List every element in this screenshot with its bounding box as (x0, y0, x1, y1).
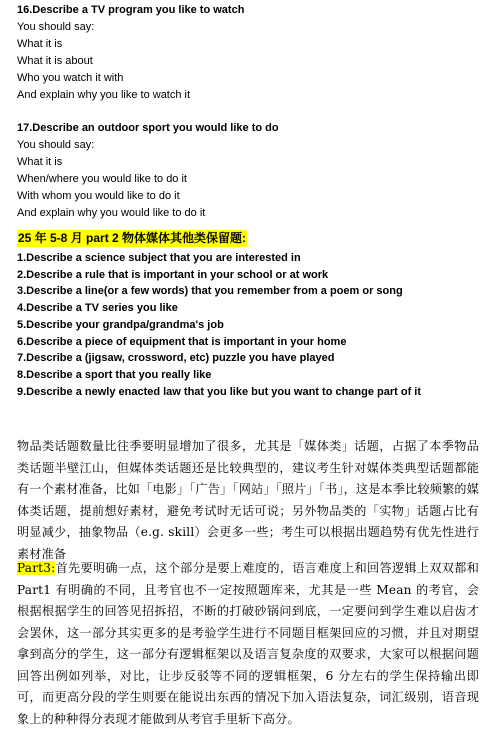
list-item: 8.Describe a sport that you really like (17, 368, 212, 381)
question-17-line: When/where you would like to do it (17, 173, 187, 185)
list-item: 7.Describe a (jigsaw, crossword, etc) puzzle you have played (17, 352, 335, 365)
list-item: 4.Describe a TV series you like (17, 302, 178, 315)
list-item: 1.Describe a science subject that you are interested in (17, 252, 301, 264)
retained-topics-heading: 25 年 5-8 月 part 2 物体媒体其他类保留题: (18, 231, 247, 245)
list-item: 2.Describe a rule that is important in your school or at work (17, 268, 329, 281)
media-topics-paragraph: 物品类话题数量比往季要明显增加了很多，尤其是「媒体类」话题，占据了本季物品类话题半壁江山，但媒体类话题还是比较典型的，建议考生针对媒体类典型话题都能有一个素材准备，比如「电影」「广告」「网站」「照片」「书」，这是本季比较频繁的媒体类话题，提前想好素材，避免考试时无话可说；另外物品类的「实物」话题占比有明显减少，抽象物品（e.g. skill）会更多一些；考生可以根据出题趋势有优先性进行素材准备 (17, 439, 479, 561)
question-17-line: And explain why you would like to do it (17, 207, 206, 219)
question-16-line: And explain why you like to watch it (17, 89, 191, 101)
list-item: 5.Describe your grandpa/grandma's job (17, 318, 224, 331)
question-17-line: What it is (17, 156, 63, 168)
question-16-line: What it is (17, 38, 63, 50)
question-16-line: What it is about (17, 55, 93, 67)
question-16-title: 16.Describe a TV program you like to watch (17, 4, 245, 16)
question-17-line: You should say: (17, 139, 95, 151)
question-16-line: Who you watch it with (17, 72, 124, 84)
list-item: 3.Describe a line(or a few words) that you remember from a poem or song (17, 285, 403, 298)
part3-text: 首先要明确一点，这个部分是要上难度的，语言难度上和回答逻辑上双双都和 Part1 有明确的不同，且考官也不一定按照题库来，尤其是一些 Mean 的考官，会根据根据学生的回答见招拆招，不断的打破砂锅问到底，一定要问到学生难以启齿才会罢休，这一部分其实更多的是考验学生进行不同题目框架回应的习惯，并且对期望拿到高分的学生，这一部分有逻辑框架以及语言复杂度的双要求，大家可以根据问题回答出例如列举，对比，让步反驳等不同的逻辑框架，6 分左右的学生保持输出即可，而更高分段的学生则要在能说出东西的情况下加入语法复杂，词汇级别，语音现象上的种种得分表现才能做到从考官手里斩下高分。 (17, 561, 479, 726)
list-item: 6.Describe a piece of equipment that is important in your home (17, 335, 347, 348)
question-16-block (17, 2, 479, 104)
question-16-line: You should say: (17, 21, 95, 33)
retained-topics-block (17, 229, 479, 400)
question-17-title: 17.Describe an outdoor sport you would like to do (17, 122, 279, 134)
part3-paragraph (17, 558, 479, 730)
part3-label: Part3: (17, 561, 56, 575)
list-item: 9.Describe a newly enacted law that you like but you want to change part of it (17, 385, 422, 398)
question-17-block (17, 120, 479, 222)
question-17-line: With whom you would like to do it (17, 190, 180, 202)
retained-topics-list (17, 250, 479, 400)
